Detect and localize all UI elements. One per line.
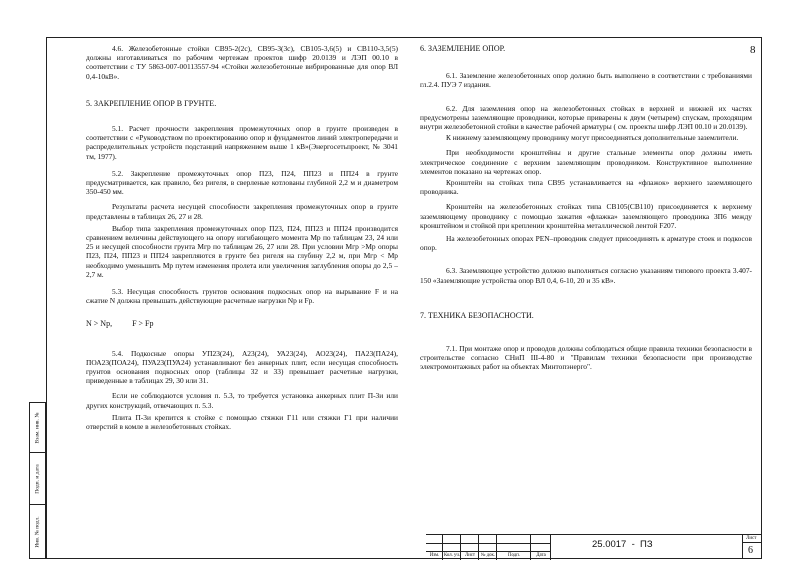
stamp-header-change: Изм. xyxy=(429,553,440,558)
side-label-replacement: Взам. инв. № xyxy=(34,412,41,444)
paragraph-6-2-lower: К нижнему заземляющему проводнику могут присоединяться дополнительные заземлители. xyxy=(446,133,739,143)
paragraph-6-2-brackets: При необходимости кронштейны и другие стальные элементы опор должны иметь электрическое соединение с верхним заземляющим проводником. Конструктивное выполнение элементов показано на чертежах опор. xyxy=(420,148,752,176)
side-label-inventory: Инв. № подл. xyxy=(34,515,41,548)
section-7-heading: 7. ТЕХНИКА БЕЗОПАСНОСТИ. xyxy=(420,310,534,320)
stamp-header-count: Кол. уч. xyxy=(443,553,461,558)
paragraph-7-1: 7.1. При монтаже опор и проводов должны соблюдаться общие правила техники безопасности в строительстве согласно СНиП III-4-80 и "Правилам техники безопасности при производстве электромонтажных работ на объектах Минтопэнерго". xyxy=(420,344,752,372)
paragraph-5-4: 5.4. Подкосные опоры УП23(24), А23(24), УА23(24), АО23(24), ПА23(ПА24), ПОА23(ПОА24), ПУА23(ПУА24) устанавливают без анкерных плит, если несущая способность грунтов основания подкосных опор (таблицы 32 и 33) превышает расчетные нагрузки, приведенные в таблицах 29, 30 или 31. xyxy=(86,348,398,386)
sheet-number: 6 xyxy=(748,545,753,556)
left-column xyxy=(86,44,398,437)
paragraph-6-2-pen: На железобетонных опорах PEN–проводник следует присоединять к арматуре стоек и подкосов опор. xyxy=(420,234,752,253)
stamp-header-signature: Подп. xyxy=(508,553,520,558)
page-number-top: 8 xyxy=(750,44,756,56)
paragraph-4-6: 4.6. Железобетонные стойки СВ95-2(2с), СВ95-3(3с), СВ105-3,6(5) и СВ110-3,5(5) должны изготавливаться по рабочим чертежам проектов шифр 20.0139 и ЛЭП 00.10 в соответствии с ТУ 5863-007-00113557-94 «Стойки железобетонные вибрированные для опор ВЛ 0,4-10кВ». xyxy=(86,44,398,81)
paragraph-5-2-selection: Выбор типа закрепления промежуточных опор П23, П24, ПП23 и ПП24 производится сравнением величины действующего на опору изгибающего момента Мр по таблицам 23, 24 или 25 и несущей способности грунта Мгр по таблицам 26, 27 или 28. При условии Мгр >Мр опоры П23, П24, ПП23 и ПП24 закрепляются в грунте без ригеля на глубину 2,2 м, при Мгр < Мр необходимо уменьшить Мр путем изменения пролета или увеличения заглубления опоры до 2,5 – 2,7 м. xyxy=(86,223,398,279)
paragraph-5-2: 5.2. Закрепление промежуточных опор П23, П24, ПП23 и ПП24 в грунте предусматривается, как правило, без ригеля, в сверленые котлованы глубиной 2,2 м и диаметром 350-450 мм. xyxy=(86,168,398,197)
section-6-heading: 6. ЗАЗЕМЛЕНИЕ ОПОР. xyxy=(420,44,506,53)
paragraph-5-1: 5.1. Расчет прочности закрепления промежуточных опор в грунте произведен в соответствии с «Руководством по проектированию опор и фундаментов линий электропередачи и распределительных устройств подстанций напряжением выше 1 кВ»(Энергосетьпроект, № 3041 тм, 1977). xyxy=(86,124,398,161)
stamp-header-doc: № док. xyxy=(480,553,496,558)
paragraph-5-4-plate: Плита П-3и крепится к стойке с помощью стяжки Г11 или стяжки Г1 при наличии отверстий в комле в железобетонных стойках. xyxy=(86,412,398,432)
side-strip xyxy=(29,402,46,559)
paragraph-6-2-sv95: Кронштейн на стойках типа СВ95 устанавливается на «флажок» верхнего заземляющего проводника. xyxy=(420,178,752,197)
sheet-label: Лист xyxy=(746,536,757,541)
section-5-heading: 5. ЗАКРЕПЛЕНИЕ ОПОР В ГРУНТЕ. xyxy=(86,98,217,108)
side-label-signature: Подп. и дата xyxy=(34,464,41,494)
paragraph-5-3: 5.3. Несущая способность грунтов основания подкосных опор на вырывание F и на сжатие N должна превышать действующие расчетные нагрузки Nр и Fр. xyxy=(86,287,398,306)
paragraph-6-2-sv105: Кронштейн на железобетонных стойках типа СВ105(СВ110) присоединяется к верхнему заземляющему проводнику с помощью зажатия «флажка» заземляющего проводника ЗП6 между кронштейном и стойкой при креплении кронштейна металлической лентой F207. xyxy=(420,202,752,230)
formula: N > Nр, F > Fр xyxy=(86,319,154,329)
right-column xyxy=(420,44,752,378)
paragraph-6-1: 6.1. Заземление железобетонных опор должно быть выполнено в соответствии с требованиями гл.2.4. ПУЭ 7 издания. xyxy=(420,71,752,90)
stamp-header-sheet: Лист xyxy=(464,553,476,558)
document-code: 25.0017 - ПЗ xyxy=(592,539,653,550)
paragraph-6-3: 6.3. Заземляющее устройство должно выполняться согласно указаниям типового проекта 3.407-150 «Заземляющие устройства опор ВЛ 0,4, 6-10, 20 и 35 кВ». xyxy=(420,266,752,285)
paragraph-5-4-anchor: Если не соблюдаются условия п. 5.3, то требуется установка анкерных плит П-3и или других конструкций, отвечающих п. 5.3. xyxy=(86,391,398,410)
paragraph-6-2: 6.2. Для заземления опор на железобетонных стойках в верхней и нижней их частях предусмотрены заземляющие проводники, которые приварены к двум (четырем) спускам, проходящим внутри железобетонной стойки в качестве рабочей арматуры ( см. проекты шифр ЛЭП 00.10 и 20.0139). xyxy=(420,103,752,132)
stamp-header-date: Дата xyxy=(536,553,546,558)
paragraph-5-2-results: Результаты расчета несущей способности закрепления промежуточных опор в грунте представлены в таблицах 26, 27 и 28. xyxy=(86,202,398,221)
